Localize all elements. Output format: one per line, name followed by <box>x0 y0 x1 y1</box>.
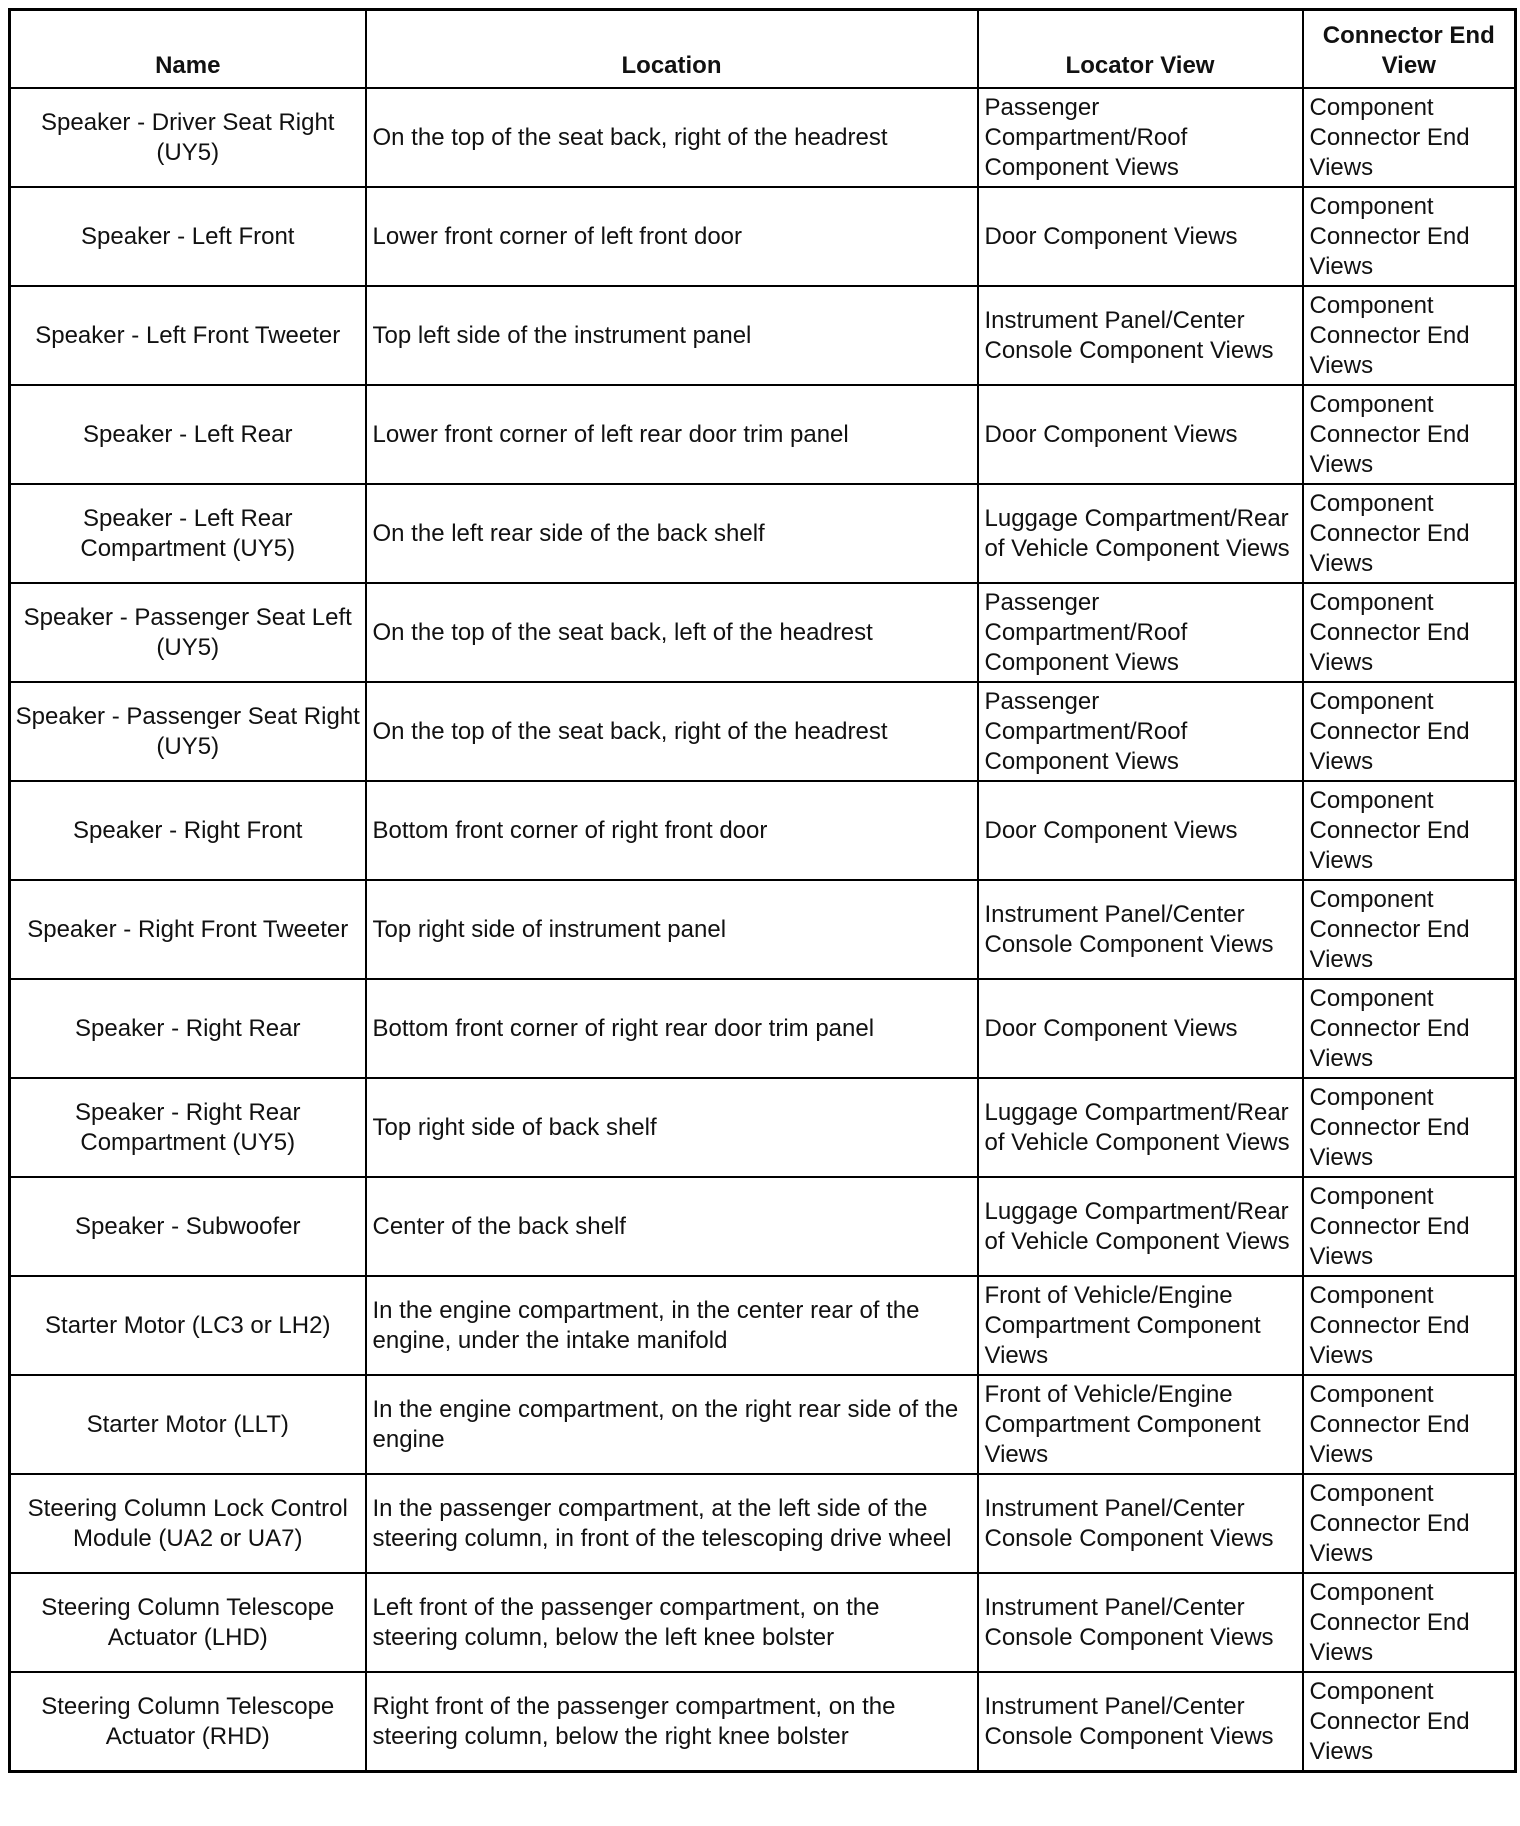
cell-connector-end-view: Component Connector End Views <box>1303 187 1516 286</box>
component-locator-sheet <box>8 8 1514 1816</box>
header-name: Name <box>10 10 366 89</box>
cell-name: Speaker - Right Front Tweeter <box>10 880 366 979</box>
cell-connector-end-view: Component Connector End Views <box>1303 385 1516 484</box>
cell-name: Speaker - Left Rear <box>10 385 366 484</box>
cell-location: Bottom front corner of right front door <box>366 781 978 880</box>
cell-connector-end-view: Component Connector End Views <box>1303 1672 1516 1772</box>
cell-name: Starter Motor (LC3 or LH2) <box>10 1276 366 1375</box>
cell-location: Lower front corner of left rear door trim panel <box>366 385 978 484</box>
cell-locator-view: Passenger Compartment/Roof Component Views <box>978 88 1303 187</box>
cell-location: Bottom front corner of right rear door trim panel <box>366 979 978 1078</box>
cell-locator-view: Passenger Compartment/Roof Component Views <box>978 682 1303 781</box>
table-row <box>10 979 1516 1078</box>
header-location: Location <box>366 10 978 89</box>
header-connector-end-view: Connector End View <box>1303 10 1516 89</box>
cell-locator-view: Door Component Views <box>978 187 1303 286</box>
cell-connector-end-view: Component Connector End Views <box>1303 1078 1516 1177</box>
cell-location: On the top of the seat back, right of the headrest <box>366 682 978 781</box>
cell-name: Speaker - Right Front <box>10 781 366 880</box>
cell-locator-view: Passenger Compartment/Roof Component Views <box>978 583 1303 682</box>
cell-connector-end-view: Component Connector End Views <box>1303 682 1516 781</box>
cell-locator-view: Luggage Compartment/Rear of Vehicle Component Views <box>978 484 1303 583</box>
cell-location: On the top of the seat back, left of the headrest <box>366 583 978 682</box>
table-row <box>10 880 1516 979</box>
table-row <box>10 187 1516 286</box>
cell-locator-view: Instrument Panel/Center Console Component Views <box>978 880 1303 979</box>
cell-name: Speaker - Left Rear Compartment (UY5) <box>10 484 366 583</box>
header-locator-view: Locator View <box>978 10 1303 89</box>
cell-locator-view: Luggage Compartment/Rear of Vehicle Component Views <box>978 1177 1303 1276</box>
cell-connector-end-view: Component Connector End Views <box>1303 979 1516 1078</box>
cell-connector-end-view: Component Connector End Views <box>1303 286 1516 385</box>
cell-name: Speaker - Passenger Seat Left (UY5) <box>10 583 366 682</box>
table-row <box>10 1276 1516 1375</box>
cell-connector-end-view: Component Connector End Views <box>1303 484 1516 583</box>
component-locator-table <box>8 8 1517 1773</box>
cell-locator-view: Instrument Panel/Center Console Component Views <box>978 1672 1303 1772</box>
table-row <box>10 583 1516 682</box>
cell-connector-end-view: Component Connector End Views <box>1303 88 1516 187</box>
cell-location: Top right side of instrument panel <box>366 880 978 979</box>
cell-name: Speaker - Left Front <box>10 187 366 286</box>
header-row <box>10 10 1516 89</box>
cell-connector-end-view: Component Connector End Views <box>1303 781 1516 880</box>
table-row <box>10 385 1516 484</box>
table-row <box>10 1177 1516 1276</box>
cell-name: Speaker - Left Front Tweeter <box>10 286 366 385</box>
cell-locator-view: Luggage Compartment/Rear of Vehicle Component Views <box>978 1078 1303 1177</box>
table-row <box>10 286 1516 385</box>
cell-connector-end-view: Component Connector End Views <box>1303 1375 1516 1474</box>
cell-name: Steering Column Lock Control Module (UA2 or UA7) <box>10 1474 366 1573</box>
cell-locator-view: Door Component Views <box>978 979 1303 1078</box>
table-row <box>10 1375 1516 1474</box>
cell-name: Speaker - Subwoofer <box>10 1177 366 1276</box>
cell-location: Top right side of back shelf <box>366 1078 978 1177</box>
table-row <box>10 1672 1516 1772</box>
cell-connector-end-view: Component Connector End Views <box>1303 583 1516 682</box>
cell-location: Lower front corner of left front door <box>366 187 978 286</box>
cell-location: In the engine compartment, in the center rear of the engine, under the intake manifold <box>366 1276 978 1375</box>
cell-locator-view: Front of Vehicle/Engine Compartment Component Views <box>978 1375 1303 1474</box>
cell-locator-view: Instrument Panel/Center Console Component Views <box>978 1474 1303 1573</box>
cell-name: Steering Column Telescope Actuator (LHD) <box>10 1573 366 1672</box>
cell-name: Speaker - Right Rear <box>10 979 366 1078</box>
cell-name: Speaker - Right Rear Compartment (UY5) <box>10 1078 366 1177</box>
cell-location: Right front of the passenger compartment, on the steering column, below the right knee bolster <box>366 1672 978 1772</box>
cell-connector-end-view: Component Connector End Views <box>1303 1474 1516 1573</box>
cell-connector-end-view: Component Connector End Views <box>1303 1276 1516 1375</box>
cell-location: In the passenger compartment, at the left side of the steering column, in front of the telescoping drive wheel <box>366 1474 978 1573</box>
cell-locator-view: Front of Vehicle/Engine Compartment Component Views <box>978 1276 1303 1375</box>
cell-name: Starter Motor (LLT) <box>10 1375 366 1474</box>
cell-locator-view: Door Component Views <box>978 385 1303 484</box>
cell-location: On the top of the seat back, right of the headrest <box>366 88 978 187</box>
cell-name: Speaker - Driver Seat Right (UY5) <box>10 88 366 187</box>
cell-name: Steering Column Telescope Actuator (RHD) <box>10 1672 366 1772</box>
cell-location: In the engine compartment, on the right rear side of the engine <box>366 1375 978 1474</box>
cell-location: Left front of the passenger compartment, on the steering column, below the left knee bolster <box>366 1573 978 1672</box>
cell-connector-end-view: Component Connector End Views <box>1303 880 1516 979</box>
cell-locator-view: Door Component Views <box>978 781 1303 880</box>
cell-locator-view: Instrument Panel/Center Console Component Views <box>978 1573 1303 1672</box>
cell-connector-end-view: Component Connector End Views <box>1303 1573 1516 1672</box>
table-row <box>10 682 1516 781</box>
table-row <box>10 1573 1516 1672</box>
cell-location: On the left rear side of the back shelf <box>366 484 978 583</box>
cell-location: Top left side of the instrument panel <box>366 286 978 385</box>
cell-name: Speaker - Passenger Seat Right (UY5) <box>10 682 366 781</box>
table-row <box>10 1078 1516 1177</box>
table-row <box>10 781 1516 880</box>
cell-location: Center of the back shelf <box>366 1177 978 1276</box>
cell-connector-end-view: Component Connector End Views <box>1303 1177 1516 1276</box>
table-row <box>10 88 1516 187</box>
table-row <box>10 484 1516 583</box>
cell-locator-view: Instrument Panel/Center Console Component Views <box>978 286 1303 385</box>
table-row <box>10 1474 1516 1573</box>
